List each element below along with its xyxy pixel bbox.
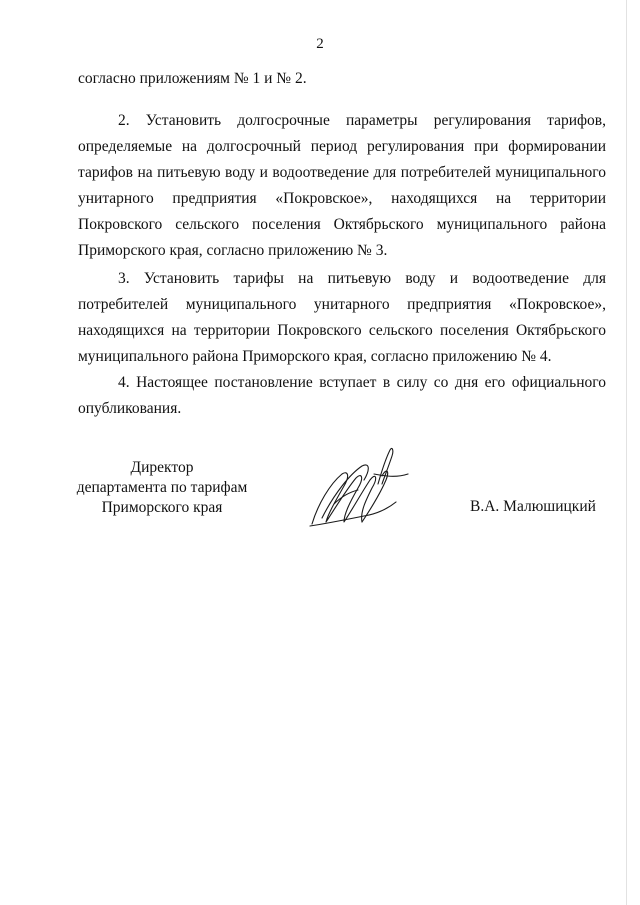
paragraph-4: 4. Настоящее постановление вступает в силу со дня его официального опубликования. <box>78 373 606 417</box>
position-line: департамента по тарифам <box>76 479 248 496</box>
paragraph-3: 3. Установить тарифы на питьевую воду и водоотведение для потребителей муниципального унитарного предприятия «Покровское», находящихся на территории Покровского сельского поселения Октябрьского муниципального района Приморского края, согласно приложению № 4. <box>78 269 606 365</box>
scan-edge-line <box>626 0 627 905</box>
continuation-line: согласно приложениям № 1 и № 2. <box>78 70 307 87</box>
signer-name: В.А. Малюшицкий <box>470 498 596 515</box>
position-line: Приморского края <box>101 499 223 516</box>
signatory-position <box>52 458 272 518</box>
page-number: 2 <box>316 36 324 52</box>
handwritten-signature-icon <box>304 444 414 534</box>
paragraph-2: 2. Установить долгосрочные параметры регулирования тарифов, определяемые на долгосрочный период регулирования при формировании тарифов на питьевую воду и водоотведение для потребителей муниципального унитарного предприятия «Покровское», находящихся на территории Покровского сельского поселения Октябрьского муниципального района Приморского края, согласно приложению № 3. <box>78 111 606 259</box>
position-line: Директор <box>130 459 194 476</box>
